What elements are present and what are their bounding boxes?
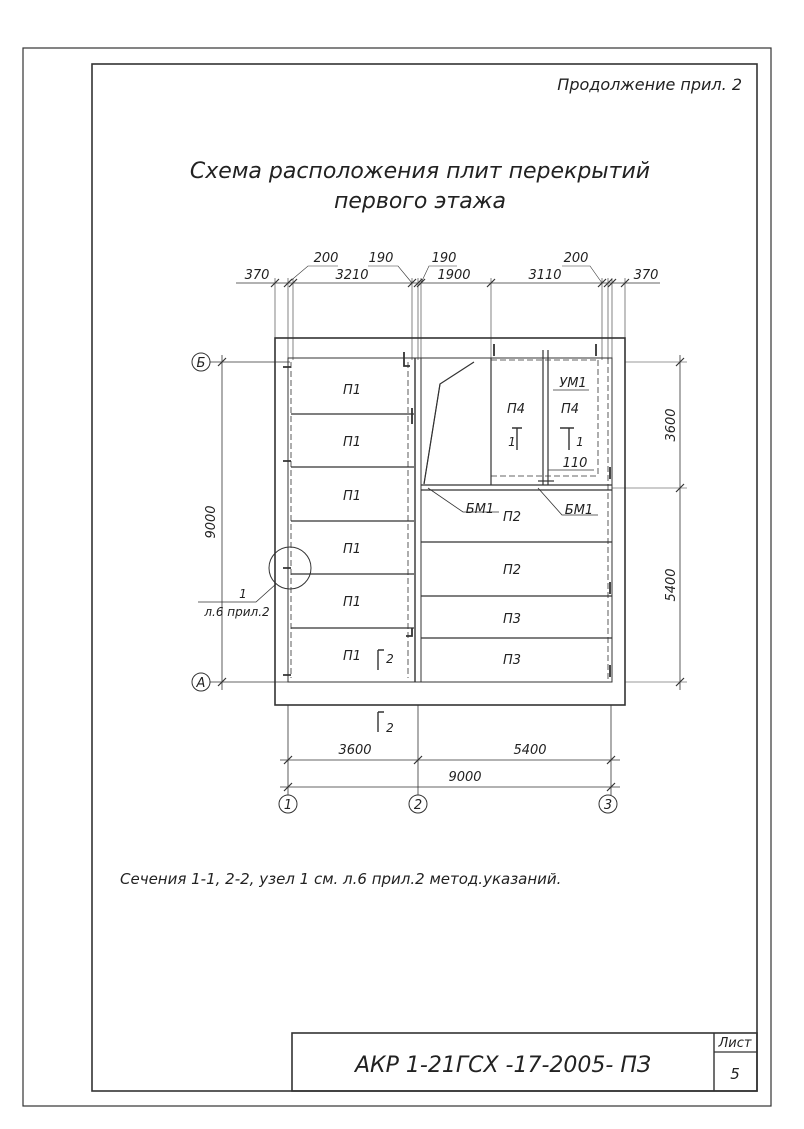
axis-label-1: 1 xyxy=(283,798,293,813)
anchor-marks xyxy=(283,344,610,677)
sheet-label: Лист xyxy=(718,1036,752,1051)
dim-190-right: 190 xyxy=(431,251,457,266)
slab-label: П1 xyxy=(342,595,362,610)
slab-label: П1 xyxy=(342,542,362,557)
stair-contour xyxy=(424,362,474,484)
gap-110-label: 110 xyxy=(562,456,588,471)
slab-label: П3 xyxy=(502,612,522,627)
axis-label-3: 3 xyxy=(603,798,613,813)
drawing-code: АКР 1-21ГСХ -17-2005- ПЗ xyxy=(355,1053,651,1078)
section-2-mark-a xyxy=(378,650,384,670)
axis-label-2: 2 xyxy=(413,798,423,813)
dim-200-right: 200 xyxy=(563,251,589,266)
dim-5400-bottom: 5400 xyxy=(513,743,547,758)
dim-3600-bottom: 3600 xyxy=(338,743,372,758)
title-block xyxy=(292,1033,757,1091)
sheet-number: 5 xyxy=(730,1065,740,1083)
inner-frame xyxy=(92,64,757,1091)
dim-200-left: 200 xyxy=(313,251,339,266)
dim-3110: 3110 xyxy=(528,268,562,283)
title-line-2: первого этажа xyxy=(334,189,506,214)
stair-line xyxy=(424,384,440,484)
top-dimensions xyxy=(236,251,660,360)
dim-370-right: 370 xyxy=(633,268,659,283)
title-line-1: Схема расположения плит перекрытий xyxy=(189,159,651,184)
section-1-label-b: 1 xyxy=(576,435,584,449)
slab-label: П1 xyxy=(342,489,362,504)
section-1-mark-b xyxy=(560,428,574,450)
um1-label: УМ1 xyxy=(559,376,587,391)
dim-extension-lines xyxy=(275,278,625,360)
node-reference xyxy=(198,547,311,619)
dim-190-left: 190 xyxy=(368,251,394,266)
dim-3600-right: 3600 xyxy=(664,408,679,442)
node-leader xyxy=(198,584,276,602)
continuation-label: Продолжение прил. 2 xyxy=(557,75,742,94)
slab-label: П1 xyxy=(342,649,362,664)
dim-5400-right: 5400 xyxy=(664,568,679,602)
left-dimensions xyxy=(204,355,226,690)
section-2-label-a: 2 xyxy=(386,652,394,666)
slab-labels xyxy=(343,383,579,668)
slab-label: П3 xyxy=(502,653,522,668)
node-number: 1 xyxy=(239,587,247,601)
dim-9000-left: 9000 xyxy=(204,505,219,539)
slab-label: П4 xyxy=(560,402,580,417)
dim-1900: 1900 xyxy=(437,268,471,283)
axes xyxy=(192,353,617,813)
bottom-dimensions xyxy=(280,743,620,791)
section-marks xyxy=(378,428,584,735)
section-2-label-b: 2 xyxy=(386,721,394,735)
dim-370-left: 370 xyxy=(244,268,270,283)
right-dimensions xyxy=(612,355,687,690)
dim-9000-bottom: 9000 xyxy=(448,770,482,785)
bm1-left-label: БМ1 xyxy=(465,502,495,517)
slab-label: П1 xyxy=(342,435,362,450)
slab-label: П2 xyxy=(502,510,522,525)
slab-label: П1 xyxy=(342,383,362,398)
note-text: Сечения 1-1, 2-2, узел 1 см. л.6 прил.2 метод.указаний. xyxy=(120,870,562,888)
axis-label-a: А xyxy=(196,676,206,691)
slab-label: П2 xyxy=(502,563,522,578)
axis-label-b: Б xyxy=(196,356,206,371)
node-ref: л.6 прил.2 xyxy=(204,605,270,619)
bm1-right-label: БМ1 xyxy=(564,503,594,518)
dim-3210: 3210 xyxy=(335,268,369,283)
slab-label: П4 xyxy=(506,402,526,417)
section-2-mark-b xyxy=(378,712,384,732)
section-1-label-a: 1 xyxy=(508,435,516,449)
building-plan xyxy=(275,338,625,705)
